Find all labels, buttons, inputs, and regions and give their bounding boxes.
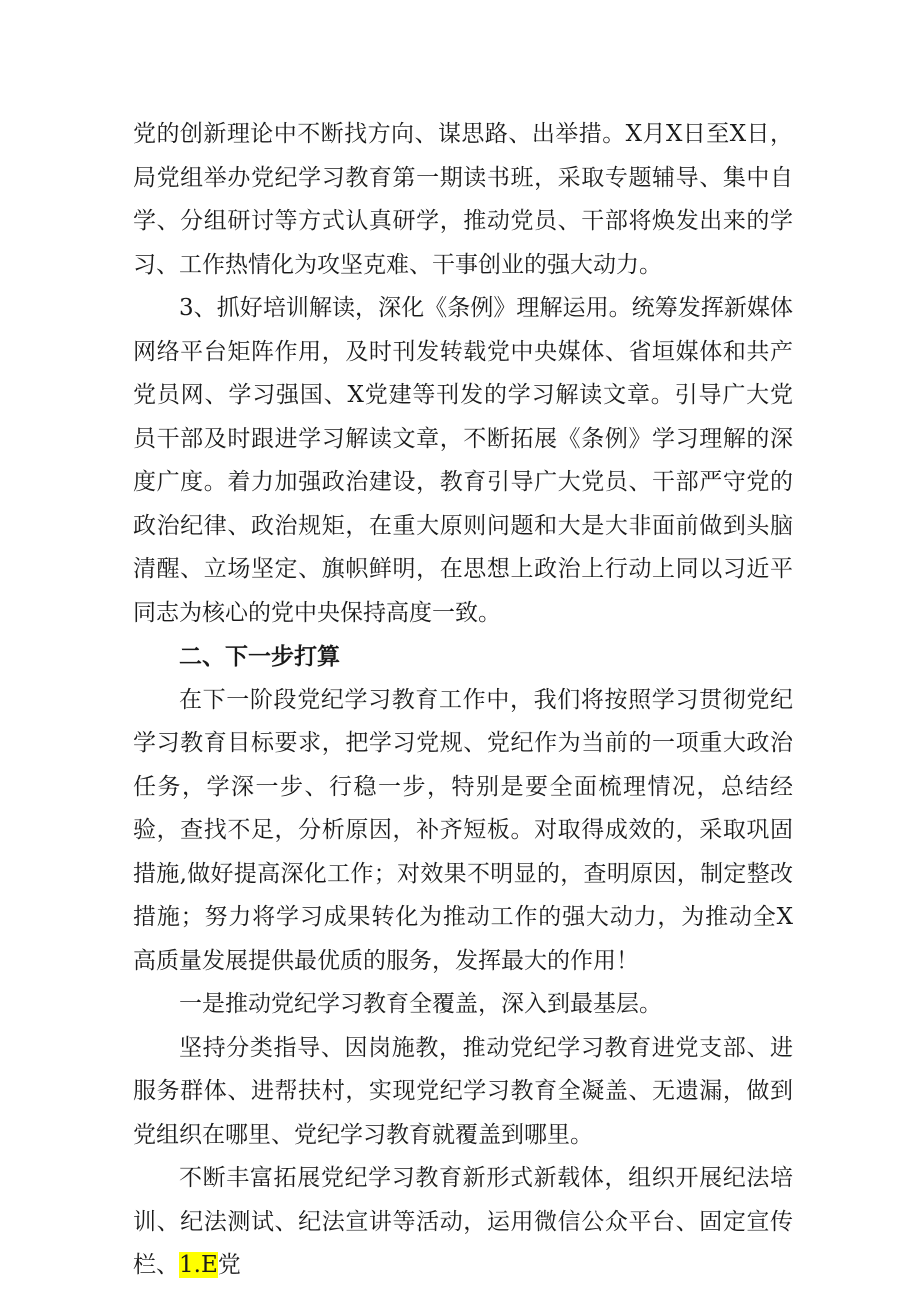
paragraph-5: 坚持分类指导、因岗施教，推动党纪学习教育进党支部、进服务群体、进帮扶村，实现党纪学习教育全凝盖、无遗漏，做到党组织在哪里、党纪学习教育就覆盖到哪里。 xyxy=(133,1034,793,1148)
paragraph-2: 3、抓好培训解读，深化《条例》理解运用。统筹发挥新媒体网络平台矩阵作用，及时刊发转载党中央媒体、省垣媒体和共产党员网、学习强国、X党建等刊发的学习解读文章。引导广大党员干部及时跟进学习解读文章，不断拓展《条例》学习理解的深度广度。着力加强政治建设，教育引导广大党员、干部严守党的政治纪律、政治规矩，在重大原则问题和大是大非面前做到头脑清醒、立场坚定、旗帜鲜明，在思想上政治上行动上同以习近平同志为核心的党中央保持高度一致。 xyxy=(133,295,793,626)
paragraph-1: 党的创新理论中不断找方向、谋思路、出举措。X月X日至X日，局党组举办党纪学习教育第一期读书班，采取专题辅导、集中自学、分组研讨等方式认真研学，推动党员、干部将焕发出来的学习、工作热情化为攻坚克难、干事创业的强大动力。 xyxy=(133,121,793,278)
paragraph-6-text: 不断丰富拓展党纪学习教育新形式新载体，组织开展纪法培训、纪法测试、纪法宣讲等活动，运用微信公众平台、固定宣传栏、 xyxy=(133,1165,793,1278)
paragraph-6-tail: 党 xyxy=(217,1252,241,1278)
section-heading: 二、下一步打算 xyxy=(179,643,340,670)
highlighted-text: 1.E xyxy=(179,1252,218,1278)
document-page xyxy=(133,113,793,1288)
paragraph-3: 在下一阶段党纪学习教育工作中，我们将按照学习贯彻党纪学习教育目标要求，把学习党规、党纪作为当前的一项重大政治任务，学深一步、行稳一步，特别是要全面梳理情况，总结经验，查找不足，分析原因，补齐短板。对取得成效的，采取巩固措施,做好提高深化工作；对效果不明显的，查明原因，制定整改措施；努力将学习成果转化为推动工作的强大动力，为推动全X高质量发展提供最优质的服务，发挥最大的作用！ xyxy=(133,686,793,974)
paragraph-4: 一是推动党纪学习教育全覆盖，深入到最基层。 xyxy=(179,991,662,1017)
paragraph-6 xyxy=(133,1157,793,1288)
